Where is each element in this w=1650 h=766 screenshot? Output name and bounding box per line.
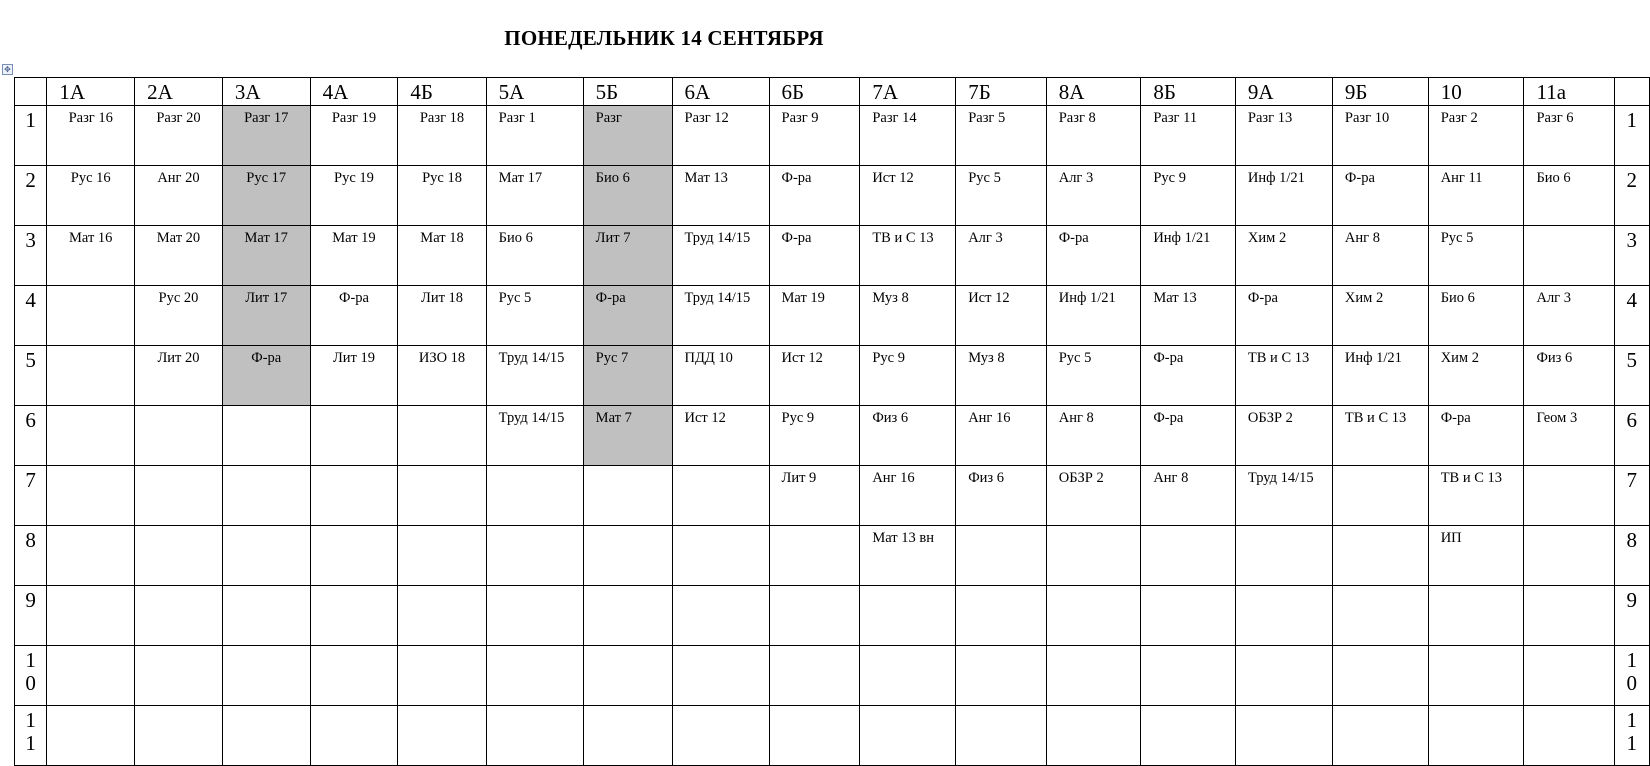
lesson-cell[interactable]	[135, 586, 223, 646]
lesson-number-text: 2	[25, 168, 36, 192]
lesson-number-right	[1614, 586, 1649, 646]
lesson-cell[interactable]: Разг 18	[398, 106, 486, 166]
lesson-cell[interactable]: Ф-ра	[310, 286, 398, 346]
class-header: 1А	[47, 78, 135, 106]
lesson-number-right	[1614, 226, 1649, 286]
lesson-cell[interactable]: Труд 14/15	[1235, 466, 1332, 526]
lesson-cell[interactable]	[486, 646, 583, 706]
lesson-cell[interactable]: Ист 12	[672, 406, 769, 466]
lesson-cell[interactable]: Разг 14	[860, 106, 956, 166]
lesson-cell[interactable]: Муз 8	[860, 286, 956, 346]
lesson-number-text: 3	[25, 228, 36, 252]
lesson-number-text: 9	[25, 588, 36, 612]
lesson-cell[interactable]	[1524, 466, 1614, 526]
class-header: 7Б	[956, 78, 1047, 106]
lesson-cell[interactable]: Анг 16	[860, 466, 956, 526]
lesson-number-text: 4	[25, 288, 36, 312]
lesson-cell[interactable]	[1046, 526, 1141, 586]
class-header-row	[15, 78, 1650, 106]
table-row	[15, 406, 1650, 466]
lesson-cell[interactable]: Лит 17	[222, 286, 310, 346]
lesson-cell[interactable]	[1524, 526, 1614, 586]
lesson-number-text: 1	[25, 108, 36, 132]
class-header: 8А	[1046, 78, 1141, 106]
lesson-number	[15, 226, 47, 286]
lesson-cell[interactable]	[1428, 706, 1524, 766]
lesson-cell[interactable]: ТВ и С 13	[1428, 466, 1524, 526]
lesson-cell[interactable]	[1235, 586, 1332, 646]
lesson-cell[interactable]: Хим 2	[1428, 346, 1524, 406]
lesson-cell[interactable]	[47, 406, 135, 466]
lesson-cell[interactable]: Разг 9	[769, 106, 860, 166]
schedule-table	[14, 77, 1650, 766]
lesson-number-text: 9	[1626, 588, 1638, 612]
lesson-cell[interactable]: Ф-ра	[769, 166, 860, 226]
lesson-number-right	[1614, 526, 1649, 586]
lesson-cell[interactable]	[860, 706, 956, 766]
class-header: 8Б	[1141, 78, 1236, 106]
lesson-cell[interactable]: Био 6	[583, 166, 672, 226]
lesson-cell[interactable]: Рус 16	[47, 166, 135, 226]
lesson-number-right	[1614, 406, 1649, 466]
lesson-cell[interactable]	[769, 526, 860, 586]
class-header: 5А	[486, 78, 583, 106]
header-corner-right	[1614, 78, 1649, 106]
lesson-cell[interactable]	[1428, 586, 1524, 646]
lesson-cell[interactable]: Лит 7	[583, 226, 672, 286]
lesson-cell[interactable]	[398, 526, 486, 586]
lesson-cell[interactable]: Ф-ра	[1332, 166, 1428, 226]
lesson-cell[interactable]: Хим 2	[1332, 286, 1428, 346]
lesson-cell[interactable]	[398, 706, 486, 766]
lesson-cell[interactable]	[769, 586, 860, 646]
lesson-cell[interactable]: Мат 13	[672, 166, 769, 226]
lesson-cell[interactable]	[672, 466, 769, 526]
lesson-cell[interactable]	[222, 466, 310, 526]
lesson-cell[interactable]	[47, 346, 135, 406]
lesson-cell[interactable]: ИП	[1428, 526, 1524, 586]
lesson-cell[interactable]	[1428, 646, 1524, 706]
lesson-cell[interactable]	[860, 646, 956, 706]
lesson-cell[interactable]	[583, 466, 672, 526]
lesson-number	[15, 406, 47, 466]
move-cross-icon[interactable]: ✥	[2, 64, 13, 75]
lesson-number	[15, 286, 47, 346]
lesson-cell[interactable]: Лит 19	[310, 346, 398, 406]
lesson-cell[interactable]	[310, 586, 398, 646]
lesson-cell[interactable]: Лит 20	[135, 346, 223, 406]
lesson-cell[interactable]	[672, 586, 769, 646]
lesson-cell[interactable]: Био 6	[486, 226, 583, 286]
lesson-cell[interactable]	[398, 646, 486, 706]
lesson-number-right	[1614, 706, 1649, 766]
lesson-cell[interactable]: Рус 5	[486, 286, 583, 346]
lesson-cell[interactable]: ИЗО 18	[398, 346, 486, 406]
lesson-cell[interactable]: Мат 13	[1141, 286, 1236, 346]
lesson-cell[interactable]: Рус 5	[1046, 346, 1141, 406]
lesson-cell[interactable]	[135, 406, 223, 466]
lesson-cell[interactable]	[135, 466, 223, 526]
lesson-cell[interactable]: Рус 5	[1428, 226, 1524, 286]
lesson-cell[interactable]	[47, 706, 135, 766]
lesson-cell[interactable]	[47, 646, 135, 706]
lesson-cell[interactable]	[1141, 526, 1236, 586]
class-header: 7А	[860, 78, 956, 106]
lesson-cell[interactable]	[47, 526, 135, 586]
lesson-cell[interactable]	[769, 706, 860, 766]
table-row	[15, 706, 1650, 766]
lesson-number	[15, 106, 47, 166]
lesson-number	[15, 166, 47, 226]
class-header: 9А	[1235, 78, 1332, 106]
lesson-cell[interactable]	[222, 706, 310, 766]
lesson-cell[interactable]	[1141, 646, 1236, 706]
lesson-number-text: 7	[1626, 468, 1638, 492]
class-header: 9Б	[1332, 78, 1428, 106]
lesson-cell[interactable]	[583, 526, 672, 586]
lesson-cell[interactable]: ОБЗР 2	[1046, 466, 1141, 526]
lesson-number-right	[1614, 466, 1649, 526]
lesson-cell[interactable]: Инф 1/21	[1235, 166, 1332, 226]
lesson-number-right	[1614, 646, 1649, 706]
lesson-cell[interactable]: Рус 5	[956, 166, 1047, 226]
lesson-cell[interactable]: Мат 17	[486, 166, 583, 226]
lesson-cell[interactable]	[135, 526, 223, 586]
lesson-number-text: 6	[1626, 408, 1638, 432]
lesson-number-text: 5	[1626, 348, 1638, 372]
lesson-cell[interactable]	[1046, 706, 1141, 766]
lesson-cell[interactable]: Разг 2	[1428, 106, 1524, 166]
lesson-number-right	[1614, 286, 1649, 346]
lesson-cell[interactable]: Ф-ра	[1141, 346, 1236, 406]
lesson-cell[interactable]	[672, 706, 769, 766]
lesson-cell[interactable]: Рус 7	[583, 346, 672, 406]
lesson-number	[15, 346, 47, 406]
lesson-cell[interactable]: Мат 19	[310, 226, 398, 286]
lesson-cell[interactable]	[486, 526, 583, 586]
lesson-cell[interactable]: Разг 6	[1524, 106, 1614, 166]
lesson-cell[interactable]	[956, 526, 1047, 586]
lesson-cell[interactable]	[956, 646, 1047, 706]
lesson-cell[interactable]: Анг 8	[1046, 406, 1141, 466]
lesson-cell[interactable]: Муз 8	[956, 346, 1047, 406]
lesson-cell[interactable]	[1332, 646, 1428, 706]
class-header: 5Б	[583, 78, 672, 106]
lesson-number	[15, 706, 47, 766]
lesson-cell[interactable]	[310, 466, 398, 526]
lesson-cell[interactable]	[486, 706, 583, 766]
lesson-cell[interactable]	[135, 646, 223, 706]
class-header: 6Б	[769, 78, 860, 106]
lesson-number-text: 2	[1626, 168, 1638, 192]
lesson-cell[interactable]: Био 6	[1524, 166, 1614, 226]
lesson-cell[interactable]: Ф-ра	[222, 346, 310, 406]
lesson-number	[15, 466, 47, 526]
class-header: 3А	[222, 78, 310, 106]
lesson-cell[interactable]	[47, 586, 135, 646]
lesson-cell[interactable]: Рус 20	[135, 286, 223, 346]
lesson-cell[interactable]	[583, 706, 672, 766]
lesson-cell[interactable]	[1046, 646, 1141, 706]
lesson-cell[interactable]	[769, 646, 860, 706]
lesson-cell[interactable]	[135, 706, 223, 766]
lesson-cell[interactable]: Ист 12	[956, 286, 1047, 346]
lesson-cell[interactable]: Разг 12	[672, 106, 769, 166]
lesson-cell[interactable]	[1235, 526, 1332, 586]
lesson-cell[interactable]	[398, 586, 486, 646]
lesson-cell[interactable]	[1524, 226, 1614, 286]
lesson-cell[interactable]: Разг 13	[1235, 106, 1332, 166]
lesson-cell[interactable]	[222, 586, 310, 646]
lesson-cell[interactable]: Труд 14/15	[672, 226, 769, 286]
lesson-cell[interactable]: Физ 6	[860, 406, 956, 466]
table-row	[15, 646, 1650, 706]
lesson-cell[interactable]: Лит 18	[398, 286, 486, 346]
lesson-cell[interactable]	[1235, 706, 1332, 766]
lesson-cell[interactable]: Анг 8	[1332, 226, 1428, 286]
lesson-cell[interactable]: Лит 9	[769, 466, 860, 526]
lesson-cell[interactable]: Разг 20	[135, 106, 223, 166]
lesson-cell[interactable]	[1046, 586, 1141, 646]
lesson-cell[interactable]: Ф-ра	[1046, 226, 1141, 286]
class-header: 2А	[135, 78, 223, 106]
lesson-cell[interactable]	[672, 646, 769, 706]
lesson-cell[interactable]: Ист 12	[860, 166, 956, 226]
lesson-cell[interactable]: Рус 9	[769, 406, 860, 466]
lesson-cell[interactable]: Анг 11	[1428, 166, 1524, 226]
lesson-number-text: 8	[1626, 528, 1638, 552]
page-title: ПОНЕДЕЛЬНИК 14 СЕНТЯБРЯ	[504, 26, 824, 50]
lesson-cell[interactable]: ОБЗР 2	[1235, 406, 1332, 466]
lesson-cell[interactable]: Труд 14/15	[486, 346, 583, 406]
lesson-cell[interactable]	[1141, 586, 1236, 646]
lesson-cell[interactable]: Разг 17	[222, 106, 310, 166]
lesson-cell[interactable]	[956, 706, 1047, 766]
lesson-cell[interactable]: Мат 16	[47, 226, 135, 286]
table-row	[15, 466, 1650, 526]
lesson-cell[interactable]: Ф-ра	[769, 226, 860, 286]
lesson-cell[interactable]	[222, 406, 310, 466]
lesson-cell[interactable]: Рус 9	[1141, 166, 1236, 226]
lesson-cell[interactable]	[486, 586, 583, 646]
lesson-cell[interactable]: Труд 14/15	[672, 286, 769, 346]
class-header: 11а	[1524, 78, 1614, 106]
lesson-cell[interactable]: Хим 2	[1235, 226, 1332, 286]
lesson-cell[interactable]: Разг 19	[310, 106, 398, 166]
lesson-number-text: 7	[25, 468, 36, 492]
table-row	[15, 106, 1650, 166]
lesson-cell[interactable]	[1524, 646, 1614, 706]
lesson-cell[interactable]	[47, 466, 135, 526]
lesson-cell[interactable]	[1332, 586, 1428, 646]
lesson-number-right	[1614, 346, 1649, 406]
lesson-number-text: 3	[1626, 228, 1638, 252]
lesson-cell[interactable]: Рус 18	[398, 166, 486, 226]
lesson-cell[interactable]: Рус 19	[310, 166, 398, 226]
table-row	[15, 526, 1650, 586]
lesson-cell[interactable]: Труд 14/15	[486, 406, 583, 466]
lesson-cell[interactable]	[310, 646, 398, 706]
lesson-cell[interactable]: ТВ и С 13	[1235, 346, 1332, 406]
lesson-cell[interactable]	[486, 466, 583, 526]
lesson-cell[interactable]: Разг 5	[956, 106, 1047, 166]
table-row	[15, 286, 1650, 346]
table-row	[15, 226, 1650, 286]
lesson-cell[interactable]	[310, 406, 398, 466]
lesson-cell[interactable]: Инф 1/21	[1141, 226, 1236, 286]
lesson-cell[interactable]: Ист 12	[769, 346, 860, 406]
lesson-cell[interactable]: Разг 11	[1141, 106, 1236, 166]
lesson-cell[interactable]	[1332, 706, 1428, 766]
lesson-cell[interactable]	[1524, 586, 1614, 646]
lesson-cell[interactable]	[672, 526, 769, 586]
lesson-number-text: 6	[25, 408, 36, 432]
lesson-cell[interactable]: Мат 19	[769, 286, 860, 346]
header-corner	[15, 78, 47, 106]
lesson-cell[interactable]: Анг 16	[956, 406, 1047, 466]
lesson-number	[15, 586, 47, 646]
lesson-number-text: 8	[25, 528, 36, 552]
lesson-number-text: 1	[1626, 108, 1638, 132]
lesson-number-text: 5	[25, 348, 36, 372]
lesson-cell[interactable]: ТВ и С 13	[1332, 406, 1428, 466]
lesson-cell[interactable]: Мат 20	[135, 226, 223, 286]
lesson-number-text: 4	[1626, 288, 1638, 312]
table-row	[15, 166, 1650, 226]
lesson-cell[interactable]: Разг 8	[1046, 106, 1141, 166]
lesson-cell[interactable]	[583, 586, 672, 646]
lesson-cell[interactable]: Физ 6	[956, 466, 1047, 526]
lesson-cell[interactable]: Физ 6	[1524, 346, 1614, 406]
lesson-cell[interactable]	[956, 586, 1047, 646]
lesson-number-text: 10	[25, 648, 36, 695]
lesson-number-right	[1614, 166, 1649, 226]
lesson-cell[interactable]: Разг 1	[486, 106, 583, 166]
lesson-cell[interactable]	[310, 706, 398, 766]
lesson-cell[interactable]: ТВ и С 13	[860, 226, 956, 286]
lesson-cell[interactable]: Рус 17	[222, 166, 310, 226]
lesson-cell[interactable]	[222, 646, 310, 706]
lesson-cell[interactable]: Алг 3	[956, 226, 1047, 286]
lesson-cell[interactable]: Мат 17	[222, 226, 310, 286]
lesson-number	[15, 526, 47, 586]
lesson-cell[interactable]	[1141, 706, 1236, 766]
lesson-cell[interactable]: Ф-ра	[1141, 406, 1236, 466]
lesson-cell[interactable]: Разг 16	[47, 106, 135, 166]
lesson-cell[interactable]	[398, 466, 486, 526]
lesson-cell[interactable]: Инф 1/21	[1046, 286, 1141, 346]
lesson-cell[interactable]: Анг 20	[135, 166, 223, 226]
lesson-cell[interactable]	[310, 526, 398, 586]
lesson-cell[interactable]: Разг 10	[1332, 106, 1428, 166]
lesson-cell[interactable]	[860, 586, 956, 646]
lesson-cell[interactable]: Ф-ра	[583, 286, 672, 346]
lesson-cell[interactable]: Рус 9	[860, 346, 956, 406]
lesson-cell[interactable]: Био 6	[1428, 286, 1524, 346]
class-header: 4Б	[398, 78, 486, 106]
lesson-cell[interactable]: Геом 3	[1524, 406, 1614, 466]
table-row	[15, 346, 1650, 406]
lesson-cell[interactable]: Мат 18	[398, 226, 486, 286]
lesson-cell[interactable]: Инф 1/21	[1332, 346, 1428, 406]
class-header: 6А	[672, 78, 769, 106]
lesson-cell[interactable]: Разг	[583, 106, 672, 166]
lesson-cell[interactable]	[1332, 466, 1428, 526]
lesson-cell[interactable]: Ф-ра	[1428, 406, 1524, 466]
lesson-cell[interactable]: Анг 8	[1141, 466, 1236, 526]
lesson-cell[interactable]: Мат 7	[583, 406, 672, 466]
lesson-number-text: 10	[1626, 648, 1638, 695]
lesson-cell[interactable]: Алг 3	[1524, 286, 1614, 346]
lesson-number-text: 11	[1626, 708, 1638, 755]
lesson-cell[interactable]: ПДД 10	[672, 346, 769, 406]
lesson-cell[interactable]	[583, 646, 672, 706]
class-header: 4А	[310, 78, 398, 106]
lesson-number-right	[1614, 106, 1649, 166]
lesson-cell[interactable]	[398, 406, 486, 466]
lesson-number-text: 11	[25, 708, 36, 755]
lesson-cell[interactable]	[1332, 526, 1428, 586]
lesson-cell[interactable]	[1524, 706, 1614, 766]
class-header: 10	[1428, 78, 1524, 106]
lesson-cell[interactable]	[1235, 646, 1332, 706]
lesson-cell[interactable]: Алг 3	[1046, 166, 1141, 226]
lesson-number	[15, 646, 47, 706]
lesson-cell[interactable]	[222, 526, 310, 586]
lesson-cell[interactable]	[47, 286, 135, 346]
lesson-cell[interactable]: Ф-ра	[1235, 286, 1332, 346]
lesson-cell[interactable]: Мат 13 вн	[860, 526, 956, 586]
table-row	[15, 586, 1650, 646]
